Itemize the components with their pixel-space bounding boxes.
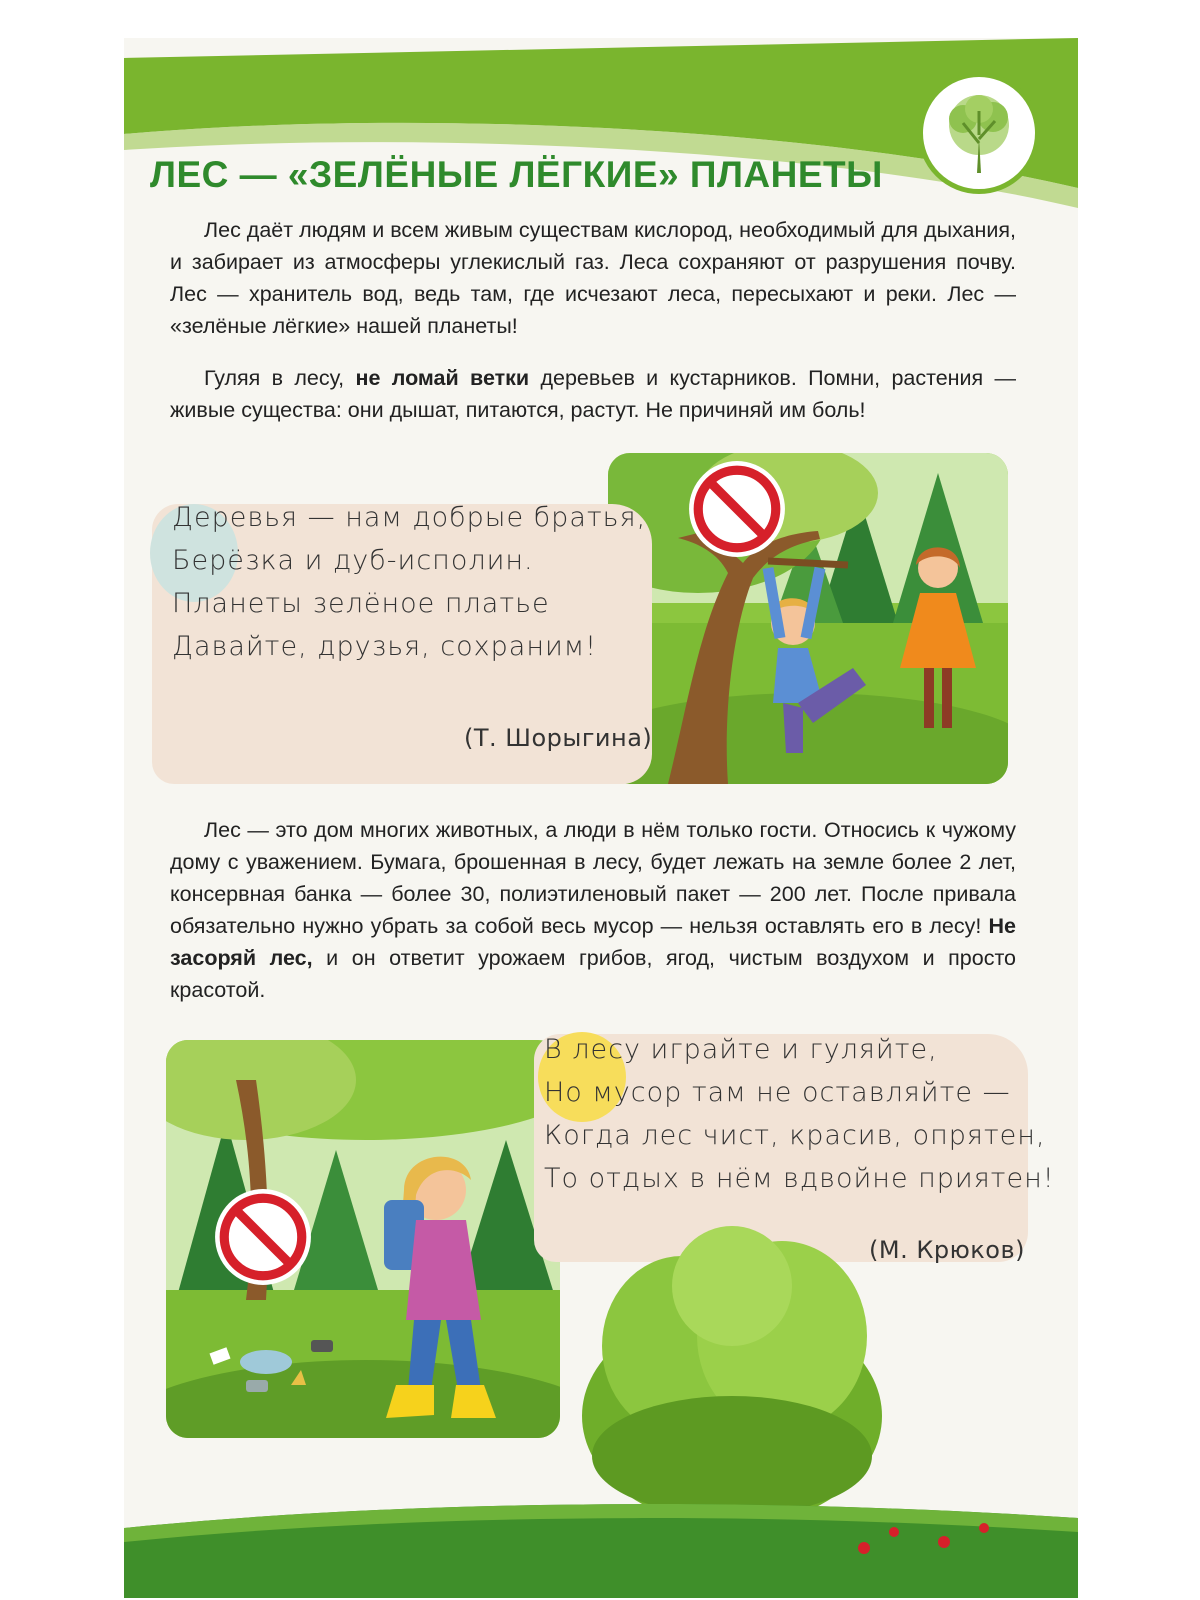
poem-2: [544, 1028, 1055, 1200]
poem-line: Когда лес чист, красив, опрятен,: [544, 1120, 1046, 1151]
poem-1: [172, 496, 646, 668]
no-sign-icon: [686, 458, 788, 560]
poem-line: Берёзка и дуб-исполин.: [172, 545, 534, 576]
poem-line: То отдых в нём вдвойне приятен!: [544, 1163, 1055, 1194]
emphasis-text: Не засоряй лес,: [170, 914, 1016, 970]
poem-line: Но мусор там не оставляйте —: [544, 1077, 1011, 1108]
footer-band: [124, 1488, 1078, 1598]
tree-badge-icon: [918, 72, 1040, 194]
poem-line: В лесу играйте и гуляйте,: [544, 1034, 938, 1065]
no-sign-icon: [212, 1186, 314, 1288]
intro-paragraph: Лес даёт людям и всем живым существам кислород, необходимый для дыхания, и забирает из атмосферы углекислый газ. Леса сохраняют от разрушения почву. Лес — хранитель вод, ведь там, где исчезают леса, пересыхают и реки. Лес — «зелёные лёгкие» нашей планеты!: [170, 218, 1016, 338]
poem-line: Планеты зелёное платье: [172, 588, 550, 619]
poem-author: (Т. Шорыгина): [464, 724, 653, 752]
book-page: [124, 38, 1078, 1598]
litter-paragraph: Лес — это дом многих животных, а люди в нём только гости. Относись к чужому дому с уважением. Бумага, брошенная в лесу, будет лежать на земле более 2 лет, консервная банка — более 30, полиэтиленовый пакет — 200 лет. После привала обязательно нужно убрать за собой весь мусор — нельзя оставлять его в лесу! Не засоряй лес, и он ответит урожаем грибов, ягод, чистым воздухом и просто красотой.: [170, 818, 1017, 1002]
forest-illustration-branch: [608, 453, 1008, 784]
poem-line: Деревья — нам добрые братья,: [172, 502, 647, 533]
branches-paragraph: Гуляя в лесу, не ломай ветки деревьев и кустарников. Помни, растения — живые существа: они дышат, питаются, растут. Не причиняй им боль!: [170, 366, 1016, 422]
emphasis-text: не ломай ветки: [355, 366, 530, 390]
page-title: ЛЕС — «ЗЕЛЁНЫЕ ЛЁГКИЕ» ПЛАНЕТЫ: [150, 154, 883, 195]
poem-line: Давайте, друзья, сохраним!: [172, 631, 597, 662]
bush-illustration: [572, 1216, 892, 1530]
poem-author: (М. Крюков): [869, 1236, 1025, 1264]
